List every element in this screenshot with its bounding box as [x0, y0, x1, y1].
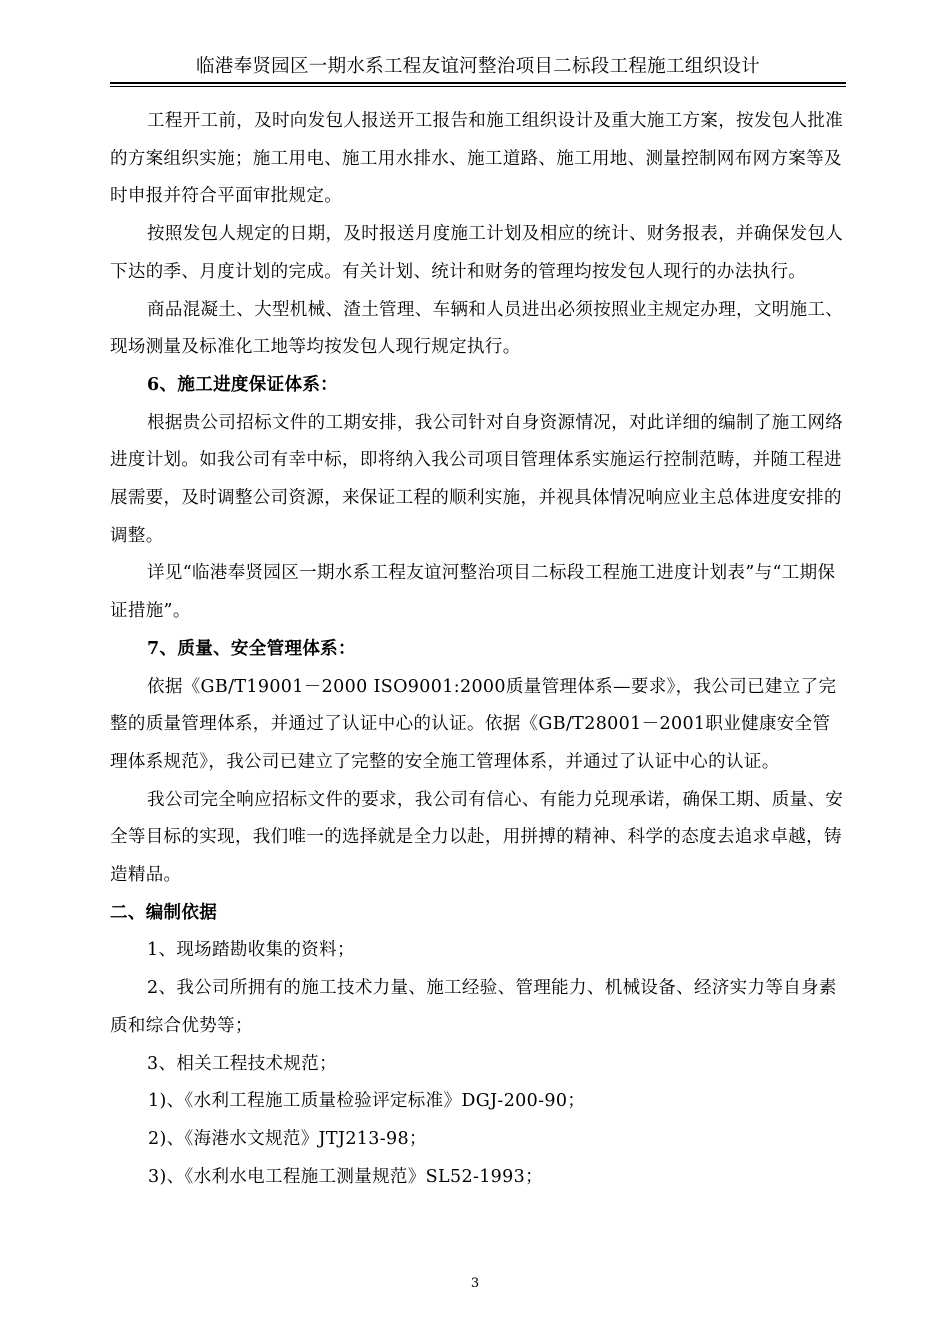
paragraph-submission: 工程开工前，及时向发包人报送开工报告和施工组织设计及重大施工方案，按发包人批准的方案组织实施；施工用电、施工用水排水、施工道路、施工用地、测量控制网布网方案等及时申报并符合平面审批规定。: [110, 111, 844, 207]
paragraph-standards: 依据《GB/T19001－2000 ISO9001:2000质量管理体系—要求》，我公司已建立了完整的质量管理体系，并通过了认证中心的认证。依据《GB/T28001－2001职业健康安全管理体系规范》，我公司已建立了完整的安全施工管理体系，并通过了认证中心的认证。: [110, 676, 837, 772]
page-number: 3: [470, 1276, 480, 1291]
sub-item-1: 1)、《水利工程施工质量检验评定标准》DGJ-200-90；: [148, 1091, 586, 1112]
paragraph-schedule: 根据贵公司招标文件的工期安排，我公司针对自身资源情况，对此详细的编制了施工网络进度计划。如我公司有幸中标，即将纳入我公司项目管理体系实施运行控制范畴，并随工程进展需要，及时调整公司资源，来保证工程的顺利实施，并视具体情况响应业主总体进度安排的调整。: [110, 412, 844, 546]
heading-schedule-system: 6、施工进度保证体系：: [147, 374, 339, 395]
paragraph-commitment: 我公司完全响应招标文件的要求，我公司有信心、有能力兑现承诺，确保工期、质量、安全等目标的实现，我们唯一的选择就是全力以赴，用拼搏的精神、科学的态度去追求卓越，铸造精品。: [110, 789, 844, 886]
header-rule-thick: [110, 82, 846, 84]
list-item-2: 2、我公司所拥有的施工技术力量、施工经验、管理能力、机械设备、经济实力等自身素质和综合优势等；: [110, 978, 837, 1036]
sub-item-3: 3)、《水利水电工程施工测量规范》SL52-1993；: [148, 1166, 543, 1187]
list-item-3: 3、相关工程技术规范；: [147, 1053, 337, 1074]
heading-basis: 二、编制依据: [110, 902, 218, 923]
document-header: 临港奉贤园区一期水系工程友谊河整治项目二标段工程施工组织设计: [195, 56, 760, 77]
paragraph-monthly-plan: 按照发包人规定的日期，及时报送月度施工计划及相应的统计、财务报表，并确保发包人下达的季、月度计划的完成。有关计划、统计和财务的管理均按发包人现行的办法执行。: [110, 224, 844, 282]
heading-quality-safety: 7、质量、安全管理体系：: [147, 638, 356, 659]
paragraph-schedule-reference: 详见“临港奉贤园区一期水系工程友谊河整治项目二标段工程施工进度计划表”与“工期保证措施”。: [110, 563, 836, 622]
sub-item-2: 2)、《海港水文规范》JTJ213-98；: [148, 1128, 427, 1149]
paragraph-site-management: 商品混凝土、大型机械、渣土管理、车辆和人员进出必须按照业主规定办理，文明施工、现场测量及标准化工地等均按发包人现行规定执行。: [110, 299, 844, 358]
document-body: [110, 103, 846, 1196]
header-rule-thin: [110, 86, 846, 87]
list-item-1: 1、现场踏勘收集的资料；: [147, 940, 355, 961]
